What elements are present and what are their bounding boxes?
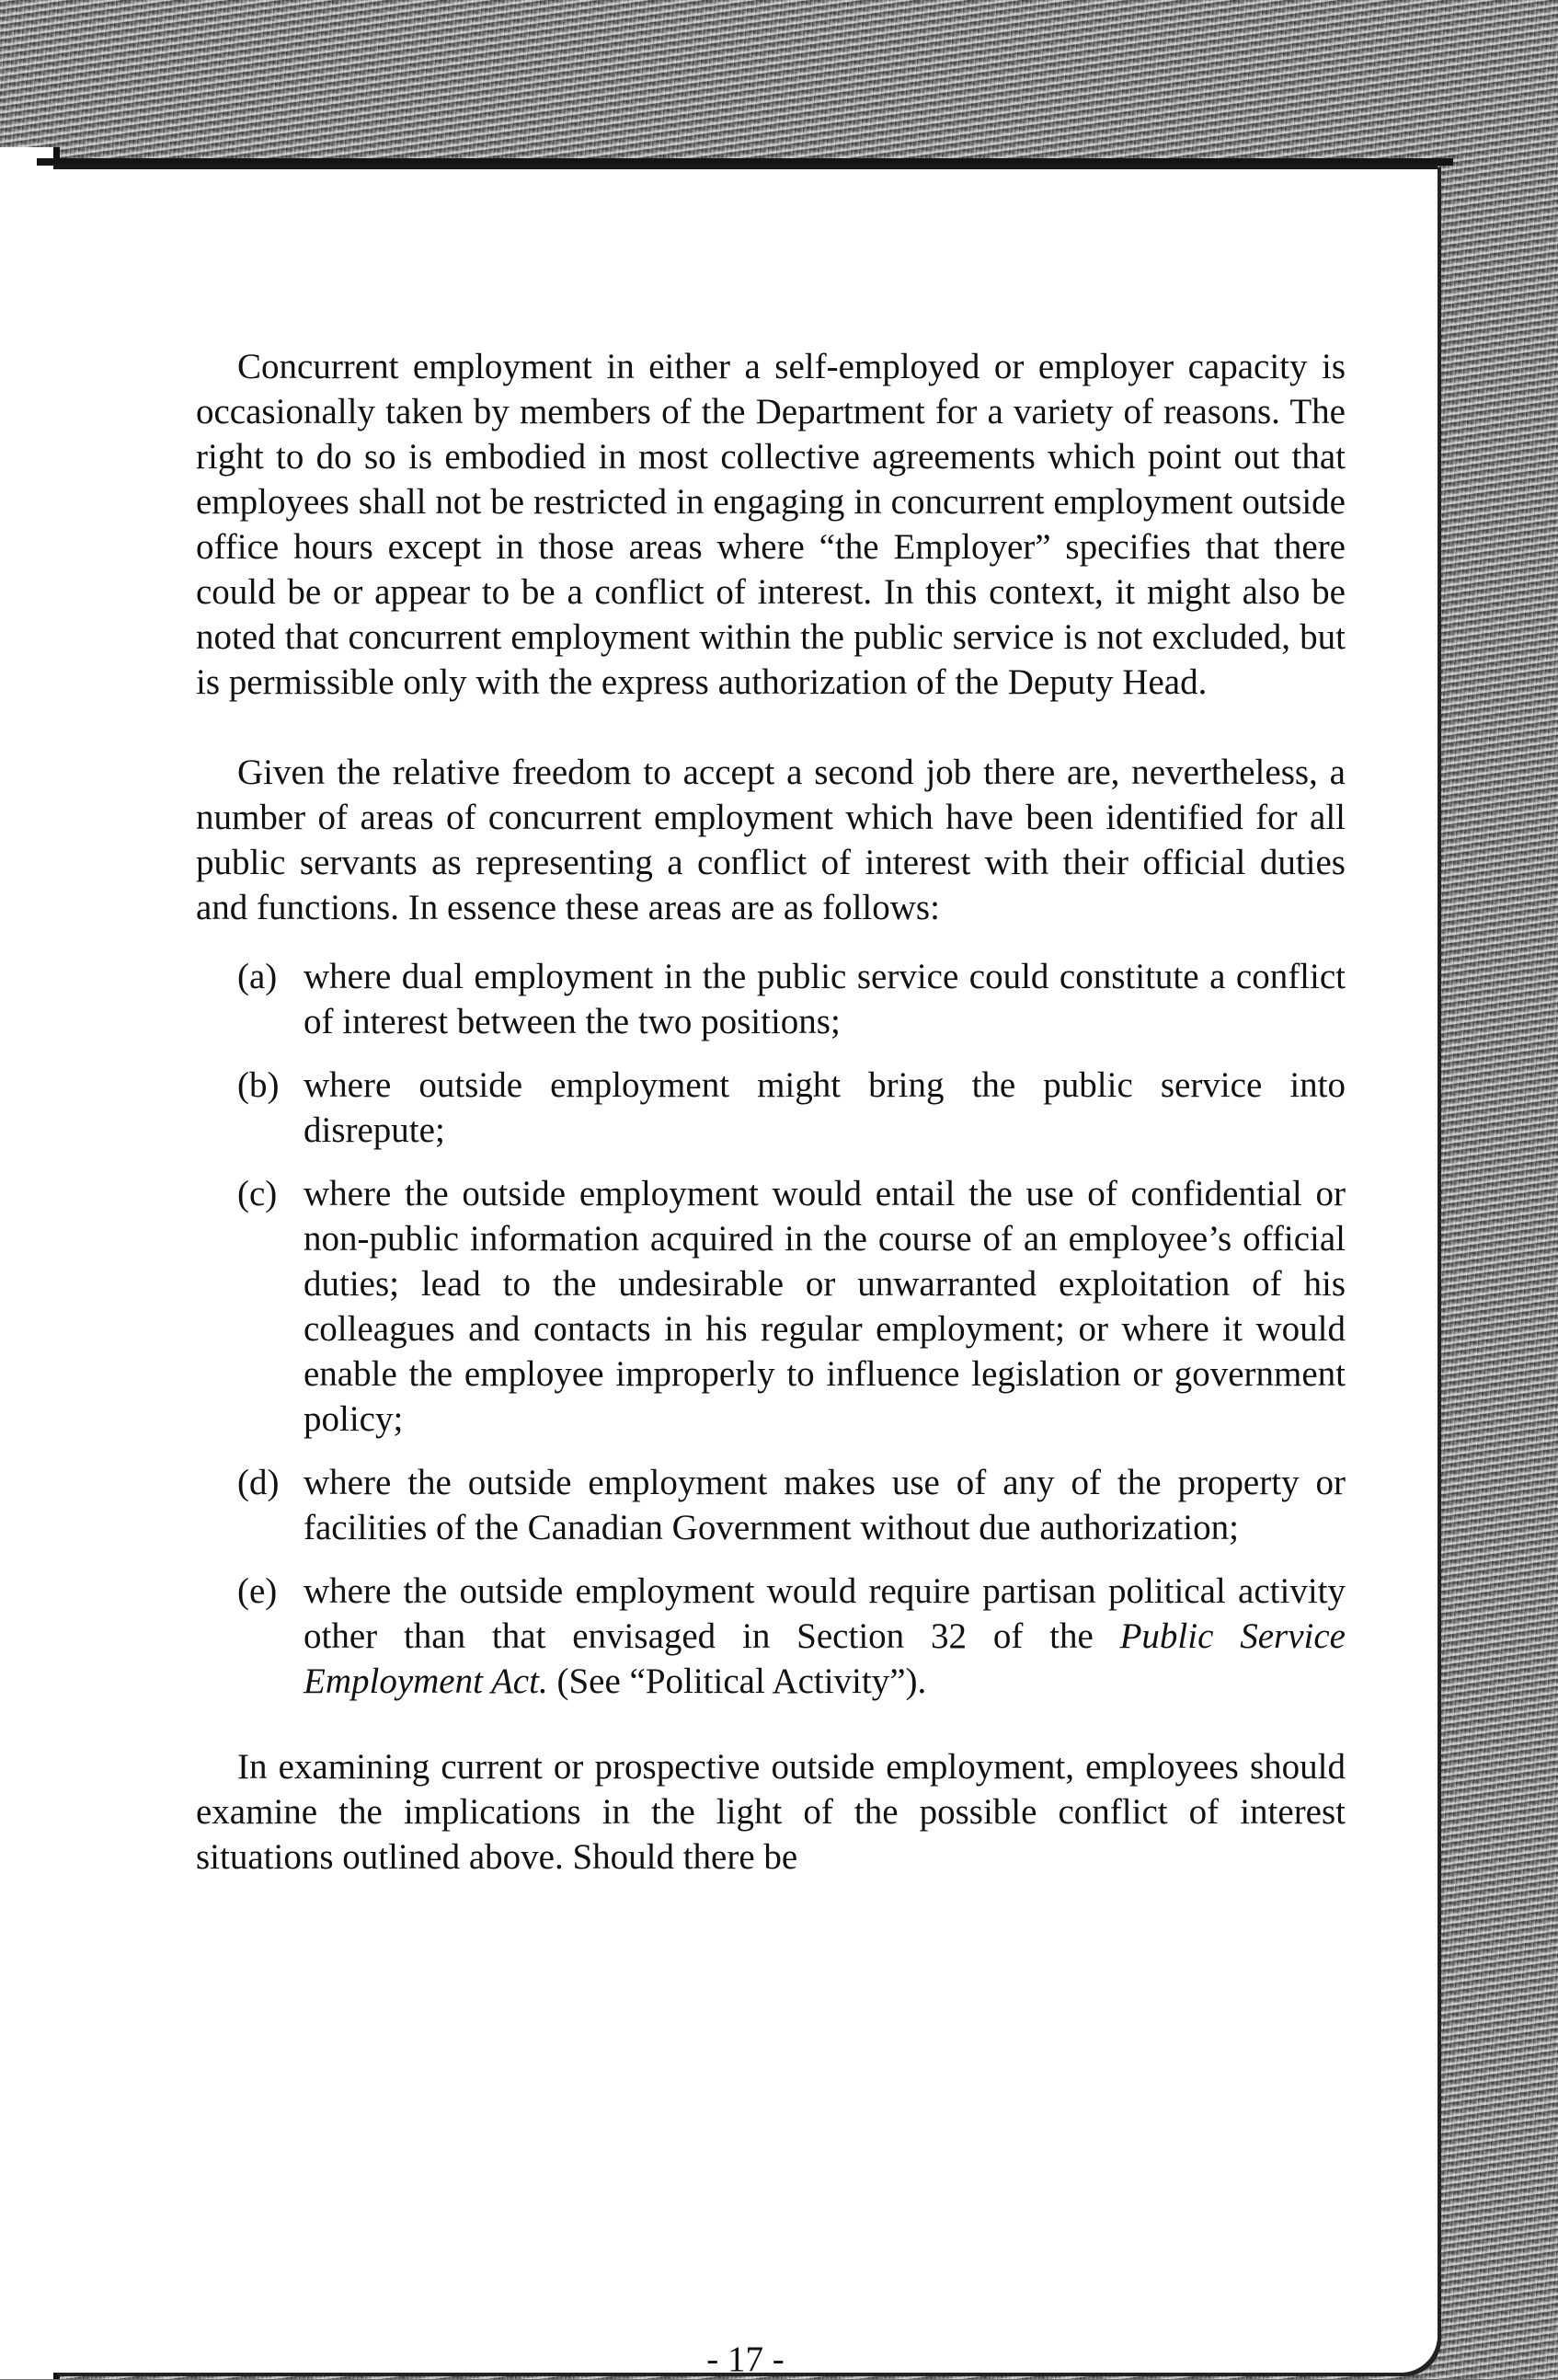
list-item-text-after: (See “Political Activity”). (547, 1661, 927, 1701)
paragraph-conflict-areas-intro: Given the relative freedom to accept a second job there are, nevertheless, a number of areas of concurrent employment which have been identified for all public servants as representing a conflict of interest with their official duties and functions. In essence these areas are as follows: (196, 753, 1346, 927)
list-item (237, 1460, 1346, 1550)
list-item-text: where dual employment in the public service could constitute a conflict of interest between the two positions; (304, 957, 1346, 1041)
list-item (237, 1569, 1346, 1704)
list-item-text: where outside employment might bring the public service into disrepute; (304, 1065, 1346, 1150)
list-item-text: where the outside employment would require partisan political activity other than that envisaged in Section 32 of the (304, 1571, 1346, 1656)
list-item (237, 1063, 1346, 1153)
document-page (53, 164, 1438, 2379)
paragraph-concurrent-employment: Concurrent employment in either a self-employed or employer capacity is occasionally taken by members of the Department for a variety of reasons. The right to do so is embodied in most collective agreements which point out that employees shall not be restricted in engaging in concurrent employment outside office hours except in those areas where “the Employer” specifies that there could be or appear to be a conflict of interest. In this context, it might also be noted that concurrent employment within the public service is not excluded, but is permissible only with the express authorization of the Deputy Head. (196, 347, 1346, 702)
list-item (237, 1171, 1346, 1442)
conflict-areas-list (196, 954, 1346, 1704)
list-item-label: (d) (237, 1463, 280, 1502)
list-item-text: where the outside employment would entail the use of confidential or non-public information acquired in the course of an employee’s official duties; lead to the undesirable or unwarranted exploitation of his colleagues and contacts in his regular employment; or where it would enable the employee improperly to influence legislation or government policy; (304, 1174, 1346, 1439)
act-title: Public Service Employment Act. (304, 1616, 1346, 1701)
list-item-label: (e) (237, 1571, 278, 1611)
list-item-text: where the outside employment makes use of any of the property or facilities of the Canadian Government without due authorization; (304, 1463, 1346, 1547)
page-number: - 17 - (706, 2340, 785, 2379)
list-item-label: (a) (237, 957, 278, 996)
book-spine-edge (0, 147, 60, 2379)
list-item-label: (b) (237, 1065, 280, 1105)
paragraph-examining-employment: In examining current or prospective outside employment, employees should examine the implications in the light of the possible conflict of interest situations outlined above. Should there be (196, 1747, 1346, 1877)
list-item (237, 954, 1346, 1044)
page-content (196, 344, 1346, 1880)
list-item-label: (c) (237, 1174, 278, 1213)
